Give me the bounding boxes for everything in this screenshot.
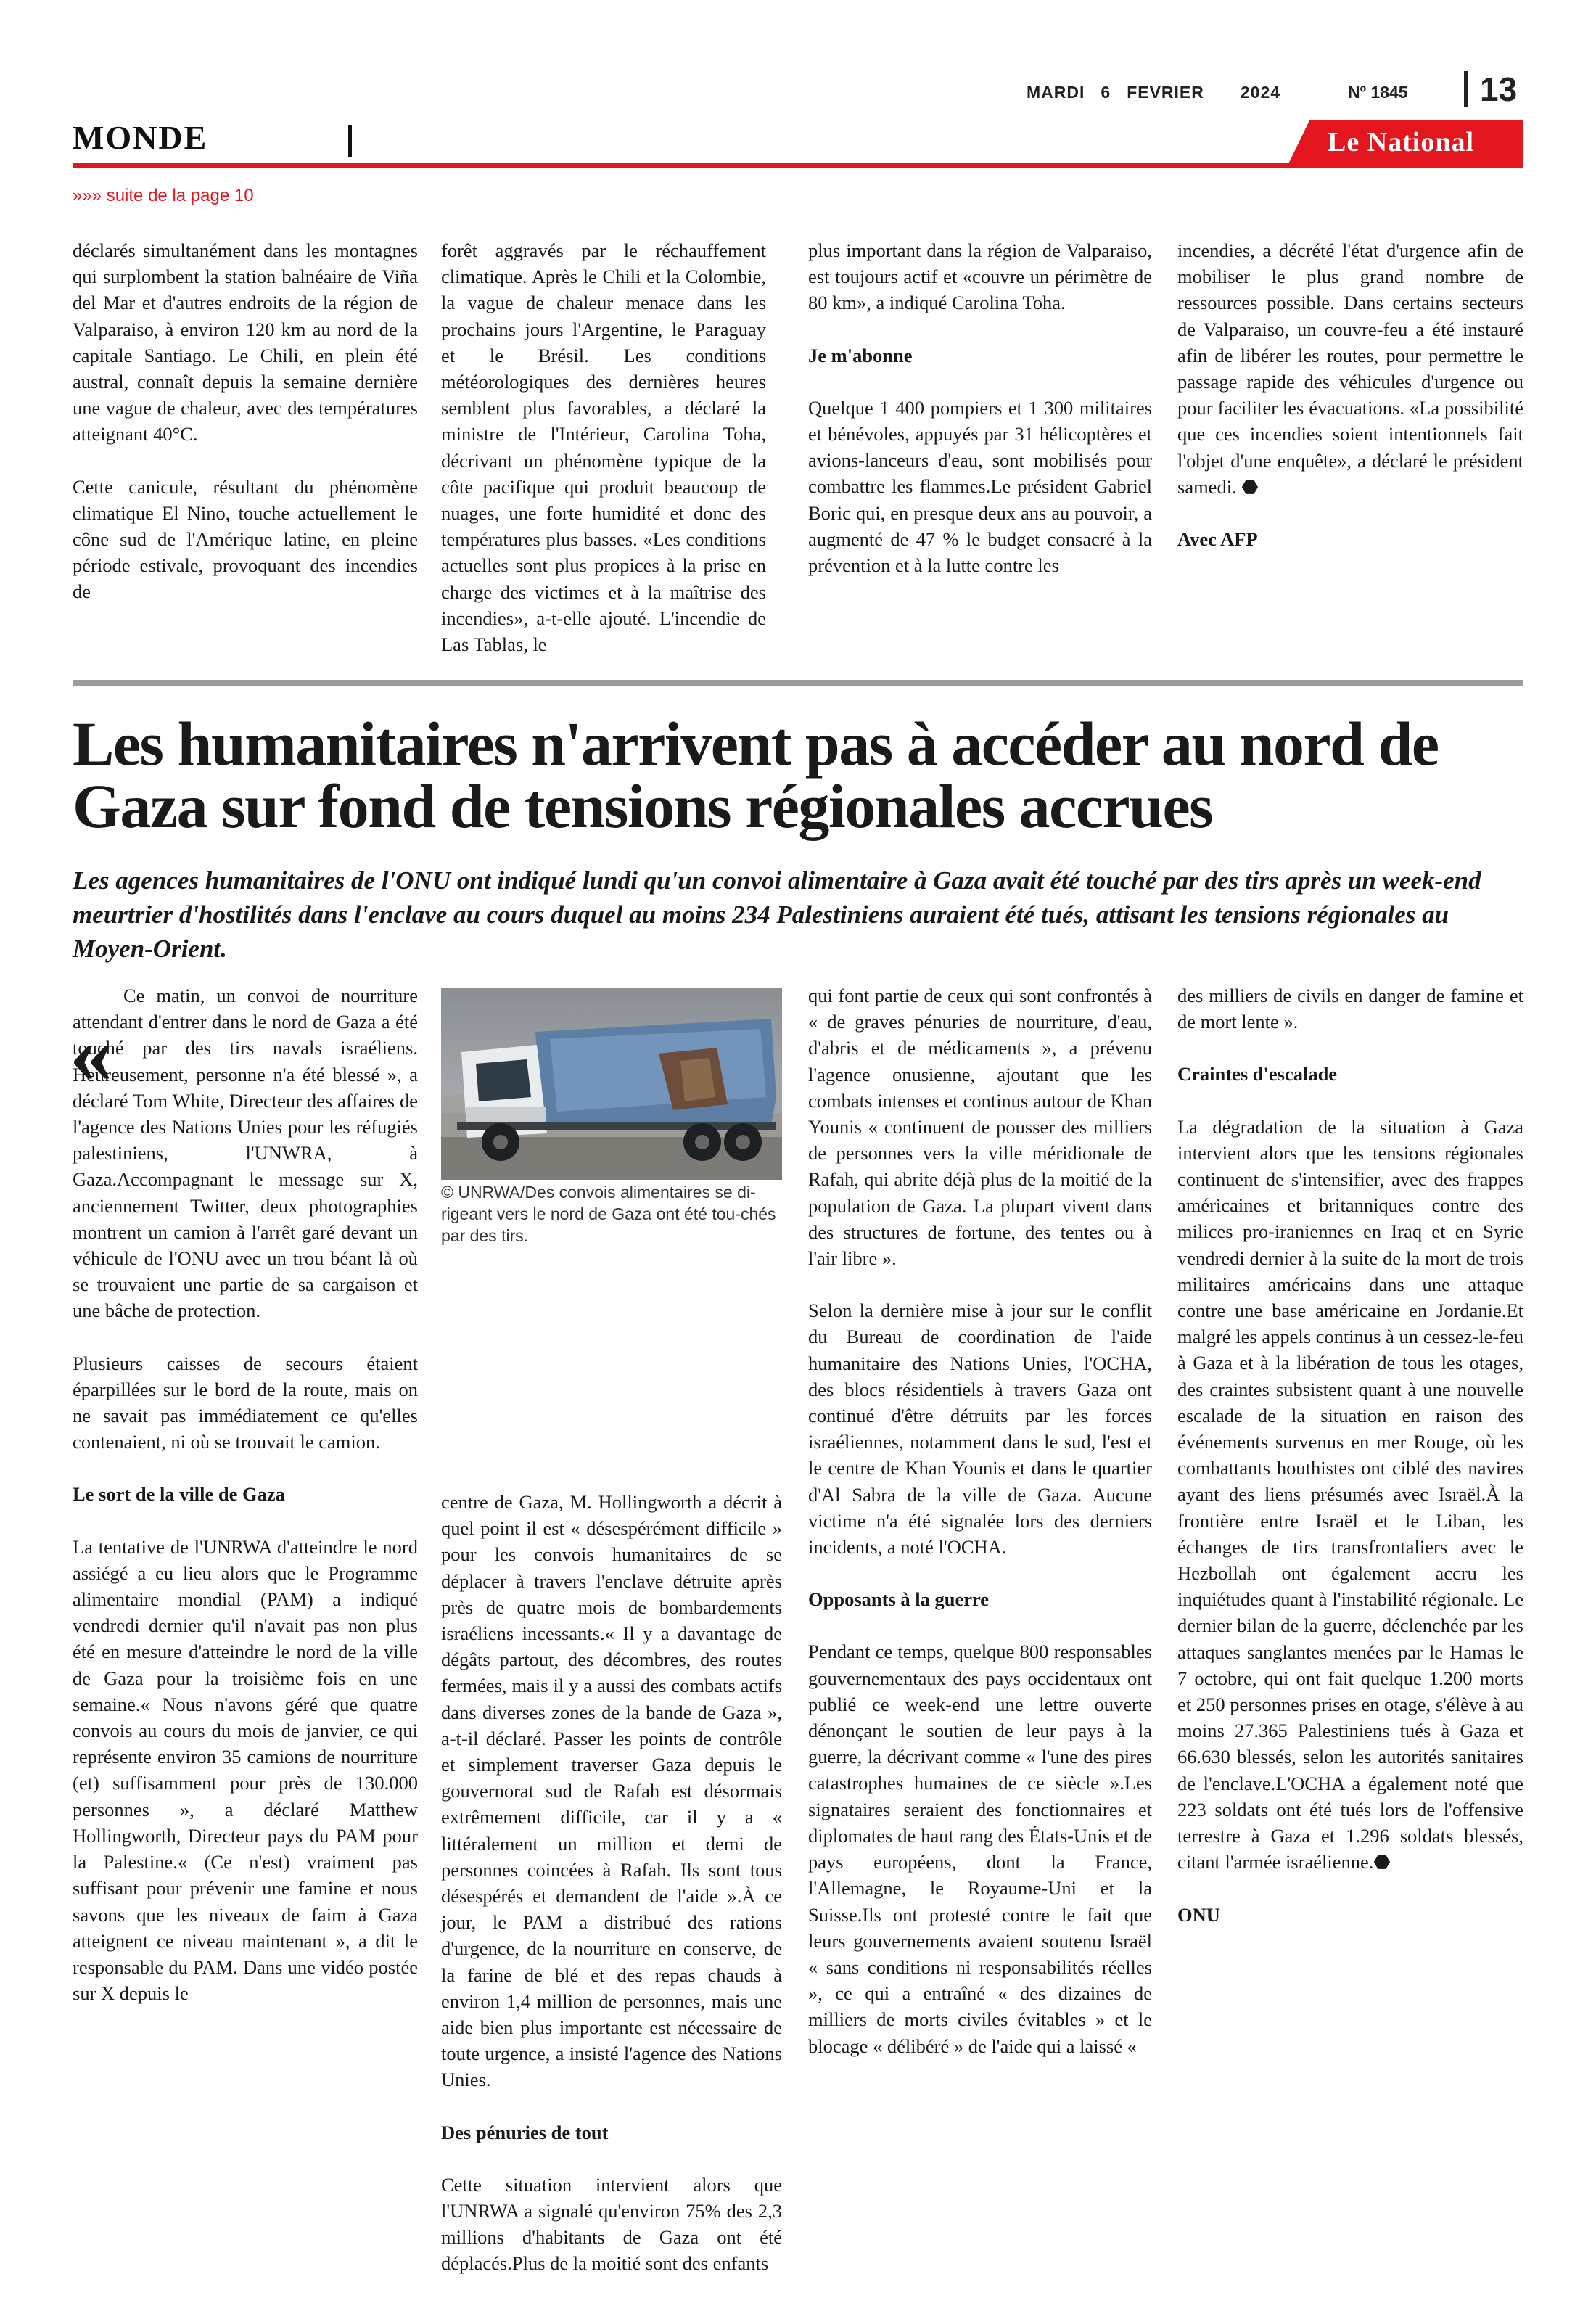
subheading: Des pénuries de tout	[441, 2121, 609, 2143]
top-article-column-4	[1177, 237, 1523, 578]
article-credit: Avec AFP	[1177, 528, 1258, 551]
paragraph: centre de Gaza, M. Hollingworth a décrit à quel point il est « désespérément difficile » pour les convois humanitaires de se déplacer à travers l'enclave détruite après près de quatre mois de bombardements israéliens incessants.« Il y a davantage de dégâts partout, des décombres, des routes fermées, mais il y a aussi des combats actifs dans diverses zones de la bande de Gaza », a-t-il déclaré. Passer les points de contrôle et simplement traverser Gaza depuis le gouvernorat sud de Rafah est désormais extrêmement difficile, car il y a « littéralement un million et demi de personnes coincées à Rafah. Ils sont tous désespérés et demandent de l'aide ».À ce jour, le PAM a distribué des rations d'urgence, de la nourriture en conserve, de la farine de blé et des repas chauds à environ 1,4 million de personnes, mais une aide bien plus importante est nécessaire de toute urgence, a insisté l'agence des Nations Unies.	[441, 1491, 782, 2091]
lede: Les agences humanitaires de l'ONU ont indiqué lundi qu'un convoi alimentaire à Gaza avait été touché par des tirs après un week-end meurtrier d'hostilités dans l'enclave au cours duquel au moins 234 Palestiniens auraient été tués, attisant les tensions régionales au Moyen-Orient.	[73, 866, 1481, 963]
issue-number: Nº 1845	[1348, 83, 1408, 102]
paragraph-text: Ce matin, un convoi de nourriture attendant d'entrer dans le nord de Gaza a été touché par des tirs navals israéliens. Heureusement, personne n'a été blessé », a déclaré Tom White, Directeur des affaires de l'agence des Nations Unies pour les réfugiés palestiniens, l'UNWRA, à Gaza.Accompagnant le message sur X, anciennement Twitter, deux photographies montrent un camion à l'arrêt garé devant un véhicule de l'ONU avec un trou béant là où se trouvaient une partie de sa cargaison et une bâche de protection.	[73, 985, 418, 1322]
paragraph: qui font partie de ceux qui sont confrontés à « de graves pénuries de nourriture, d'eau, d'abris et de médicaments », a prévenu l'agence onusienne, ajoutant que les combats intenses et continus autour de Khan Younis « continuent de pousser des milliers de personnes vers la ville méridionale de Rafah, qui abrite déjà plus de la moitié de la population de Gaza. La plupart vivent dans des structures de fortune, des tentes ou à l'air libre ».	[808, 985, 1152, 1270]
end-mark-icon: ⬣	[1241, 475, 1259, 498]
subheading: Le sort de la ville de Gaza	[73, 1483, 285, 1506]
top-article-column-2	[441, 237, 766, 683]
date-month: FEVRIER	[1127, 83, 1204, 102]
photo-caption: © UNRWA/Des convois alimentaires se di-rigeant vers le nord de Gaza ont été tou-chés par des tirs.	[441, 1183, 776, 1245]
paragraph: Selon la dernière mise à jour sur le conflit du Bureau de coordination de l'aide humanitaire des Nations Unies, l'OCHA, des blocs résidentiels à travers Gaza ont continué d'être détruits par les forces israéliennes, notamment dans le sud, l'est et le centre de Khan Younis et dans le quartier d'Al Sabra de la ville de Gaza. Aucune victime n'a été signalée lors des derniers incidents, a noté l'OCHA.	[808, 1300, 1152, 1559]
main-article-column-4	[1177, 982, 1523, 1954]
subheading: Je m'abonne	[808, 344, 913, 366]
paragraph: Plusieurs caisses de secours étaient éparpillées sur le bord de la route, mais on ne savait pas immédiatement ce qu'elles contenaient, ni où se trouvait le camion.	[73, 1352, 418, 1453]
main-article-column-2	[441, 1489, 782, 2303]
photo-convoy-truck	[441, 988, 782, 1180]
end-mark-icon: ⬣	[1373, 1851, 1391, 1873]
quote-mark-icon: «	[70, 1006, 112, 1101]
paragraph	[1177, 1114, 1523, 1876]
paragraph: plus important dans la région de Valparaiso, est toujours actif et «couvre un périmètre de 80 km», a indiqué Carolina Toha.	[808, 239, 1152, 314]
paragraph: La tentative de l'UNRWA d'atteindre le nord assiégé a eu lieu alors que le Programme alimentaire mondial (PAM) a indiqué vendredi dernier qu'il n'avait pas non plus été en mesure d'atteindre le nord de la ville de Gaza pour la troisième fois en une semaine.« Nous n'avons géré que quatre convois au cours du mois de janvier, ce qui représente environ 35 camions de nourriture (et) suffisamment pour près de 130.000 personnes », a déclaré Matthew Hollingworth, Directeur pays du PAM pour la Palestine.« (Ce n'est) vraiment pas suffisant pour prévenir une famine et nous savons que les niveaux de faim à Gaza atteignent ce niveau maintenant », a dit le responsable du PAM. Dans une vidéo postée sur X depuis le	[73, 1535, 418, 2005]
paragraph-text: La dégradation de la situation à Gaza intervient alors que les tensions régionales continuent de s'intensifier, avec des frappes américaines et britanniques contre des milices pro-iraniennes en Iraq et en Syrie vendredi dernier à la suite de la mort de trois militaires américains dans une attaque contre une base américaine en Jordanie.Et malgré les appels continus à un cessez-le-feu à Gaza et à la libération de tous les otages, des craintes subsistent quant à une nouvelle escalade de la situation en raison des événements survenus en mer Rouge, où les combattants houthistes ont ciblé des navires ayant des liens présumés avec Israël.À la frontière entre Israël et le Liban, les échanges de tirs transfrontaliers avec le Hezbollah ont également accru les inquiétudes quant à l'instabilité régionale. Le dernier bilan de la guerre, déclenchée par les attaques sanglantes menées par le Hamas le 7 octobre, qui ont fait quelque 1.200 morts et 250 personnes prises en otage, s'élève à au moins 27.365 Palestiniens tués à Gaza et 66.630 blessés, selon les autorités sanitaires de l'enclave.L'OCHA a également noté que 223 soldats ont été tués lors de l'offensive terrestre à Gaza et 1.296 soldats blessés, citant l'armée israélienne.	[1177, 1115, 1523, 1873]
paragraph: déclarés simultanément dans les montagnes qui surplombent la station balnéaire de Viña del Mar et d'autres endroits de la région de Valparaiso, à environ 120 km au nord de la capitale Santiago. Le Chili, en plein été austral, connaît depuis la semaine dernière une vague de chaleur, avec des températures atteignant 40°C.	[73, 239, 418, 446]
date-year: 2024	[1240, 83, 1281, 102]
paragraph: forêt aggravés par le réchauffement climatique. Après le Chili et la Colombie, la vague de chaleur menace dans les prochains jours l'Argentine, le Paraguay et le Brésil. Les conditions météorologiques des dernières heures semblent plus favorables, a déclaré la ministre de l'Intérieur, Carolina Toha, décrivant un phénomène typique de la côte pacifique qui produit beaucoup de nuages, une forte humidité et donc des températures plus basses. «Les conditions actuelles sont plus propices à la prise en charge des victimes et à la maîtrise des incendies», a-t-elle ajouté. L'incendie de Las Tablas, le	[441, 239, 766, 656]
top-article-column-1	[73, 237, 418, 631]
publication-name: Le National	[1328, 127, 1475, 157]
main-article-column-3	[808, 982, 1152, 2085]
subheading: Craintes d'escalade	[1177, 1063, 1338, 1085]
paragraph-text: incendies, a décrété l'état d'urgence afin de mobiliser le plus grand nombre de ressources possible. Dans certains secteurs de Valparaiso, un couvre-feu a été instauré afin de libérer les routes, pour permettre le passage rapide des véhicules d'urgence ou pour faciliter les évacuations. «La possibilité que ces incendies soient intentionnels fait l'objet d'une enquête», a déclaré le président samedi.	[1177, 239, 1523, 498]
dateline	[1027, 83, 1296, 102]
page-number: 13	[1480, 70, 1518, 108]
article-credit: ONU	[1177, 1903, 1220, 1926]
paragraph: des milliers de civils en danger de famine et de mort lente ».	[1177, 985, 1523, 1033]
headline: Les humanitaires n'arrivent pas à accéder au nord de Gaza sur fond de tensions régionales accrues	[73, 709, 1439, 841]
main-article-column-1	[73, 982, 418, 2032]
continuation-link[interactable]: »»» suite de la page 10	[73, 186, 254, 205]
paragraph: Quelque 1 400 pompiers et 1 300 militaires et bénévoles, appuyés par 31 hélicoptères et avions-lanceurs d'eau, sont mobilisés pour combattre les flammes.Le président Gabriel Boric qui, en presque deux ans au pouvoir, a augmenté de 47 % le budget consacré à la prévention et à la lutte contre les	[808, 396, 1152, 577]
paragraph	[1177, 237, 1523, 500]
paragraph	[73, 982, 418, 1324]
page-number-divider	[1464, 71, 1468, 107]
subheading: Opposants à la guerre	[808, 1588, 990, 1611]
section-divider	[348, 125, 352, 157]
date-number: 6	[1101, 83, 1111, 102]
article-separator	[73, 680, 1523, 686]
top-article-column-3	[808, 237, 1152, 604]
paragraph: Cette situation intervient alors que l'UNRWA a signalé qu'environ 75% des 2,3 millions d'habitants de Gaza ont été déplacés.Plus de la moitié sont des enfants	[441, 2173, 782, 2275]
date-day: MARDI	[1027, 83, 1085, 102]
paragraph: Pendant ce temps, quelque 800 responsables gouvernementaux des pays occidentaux ont publié ce week-end une lettre ouverte dénonçant le soutien de leur pays à la guerre, la décrivant comme « l'une des pires catastrophes humaines de ce siècle ».Les signataires seraient des fonctionnaires et diplomates de haut rang des États-Unis et de pays européens, dont la France, l'Allemagne, le Royaume-Uni et la Suisse.Ils ont protesté contre le fait que leurs gouvernements avaient soutenu Israël « sans conditions ni responsabilités réelles », ce qui a entraîné « des dizaines de milliers de morts civiles évitables » et le blocage « délibéré » de l'aide qui a laissé «	[808, 1641, 1152, 2057]
section-title: MONDE	[73, 119, 208, 156]
paragraph: Cette canicule, résultant du phénomène climatique El Nino, touche actuellement le cône sud de l'Amérique latine, en pleine période estivale, provoquant des incendies de	[73, 475, 418, 603]
